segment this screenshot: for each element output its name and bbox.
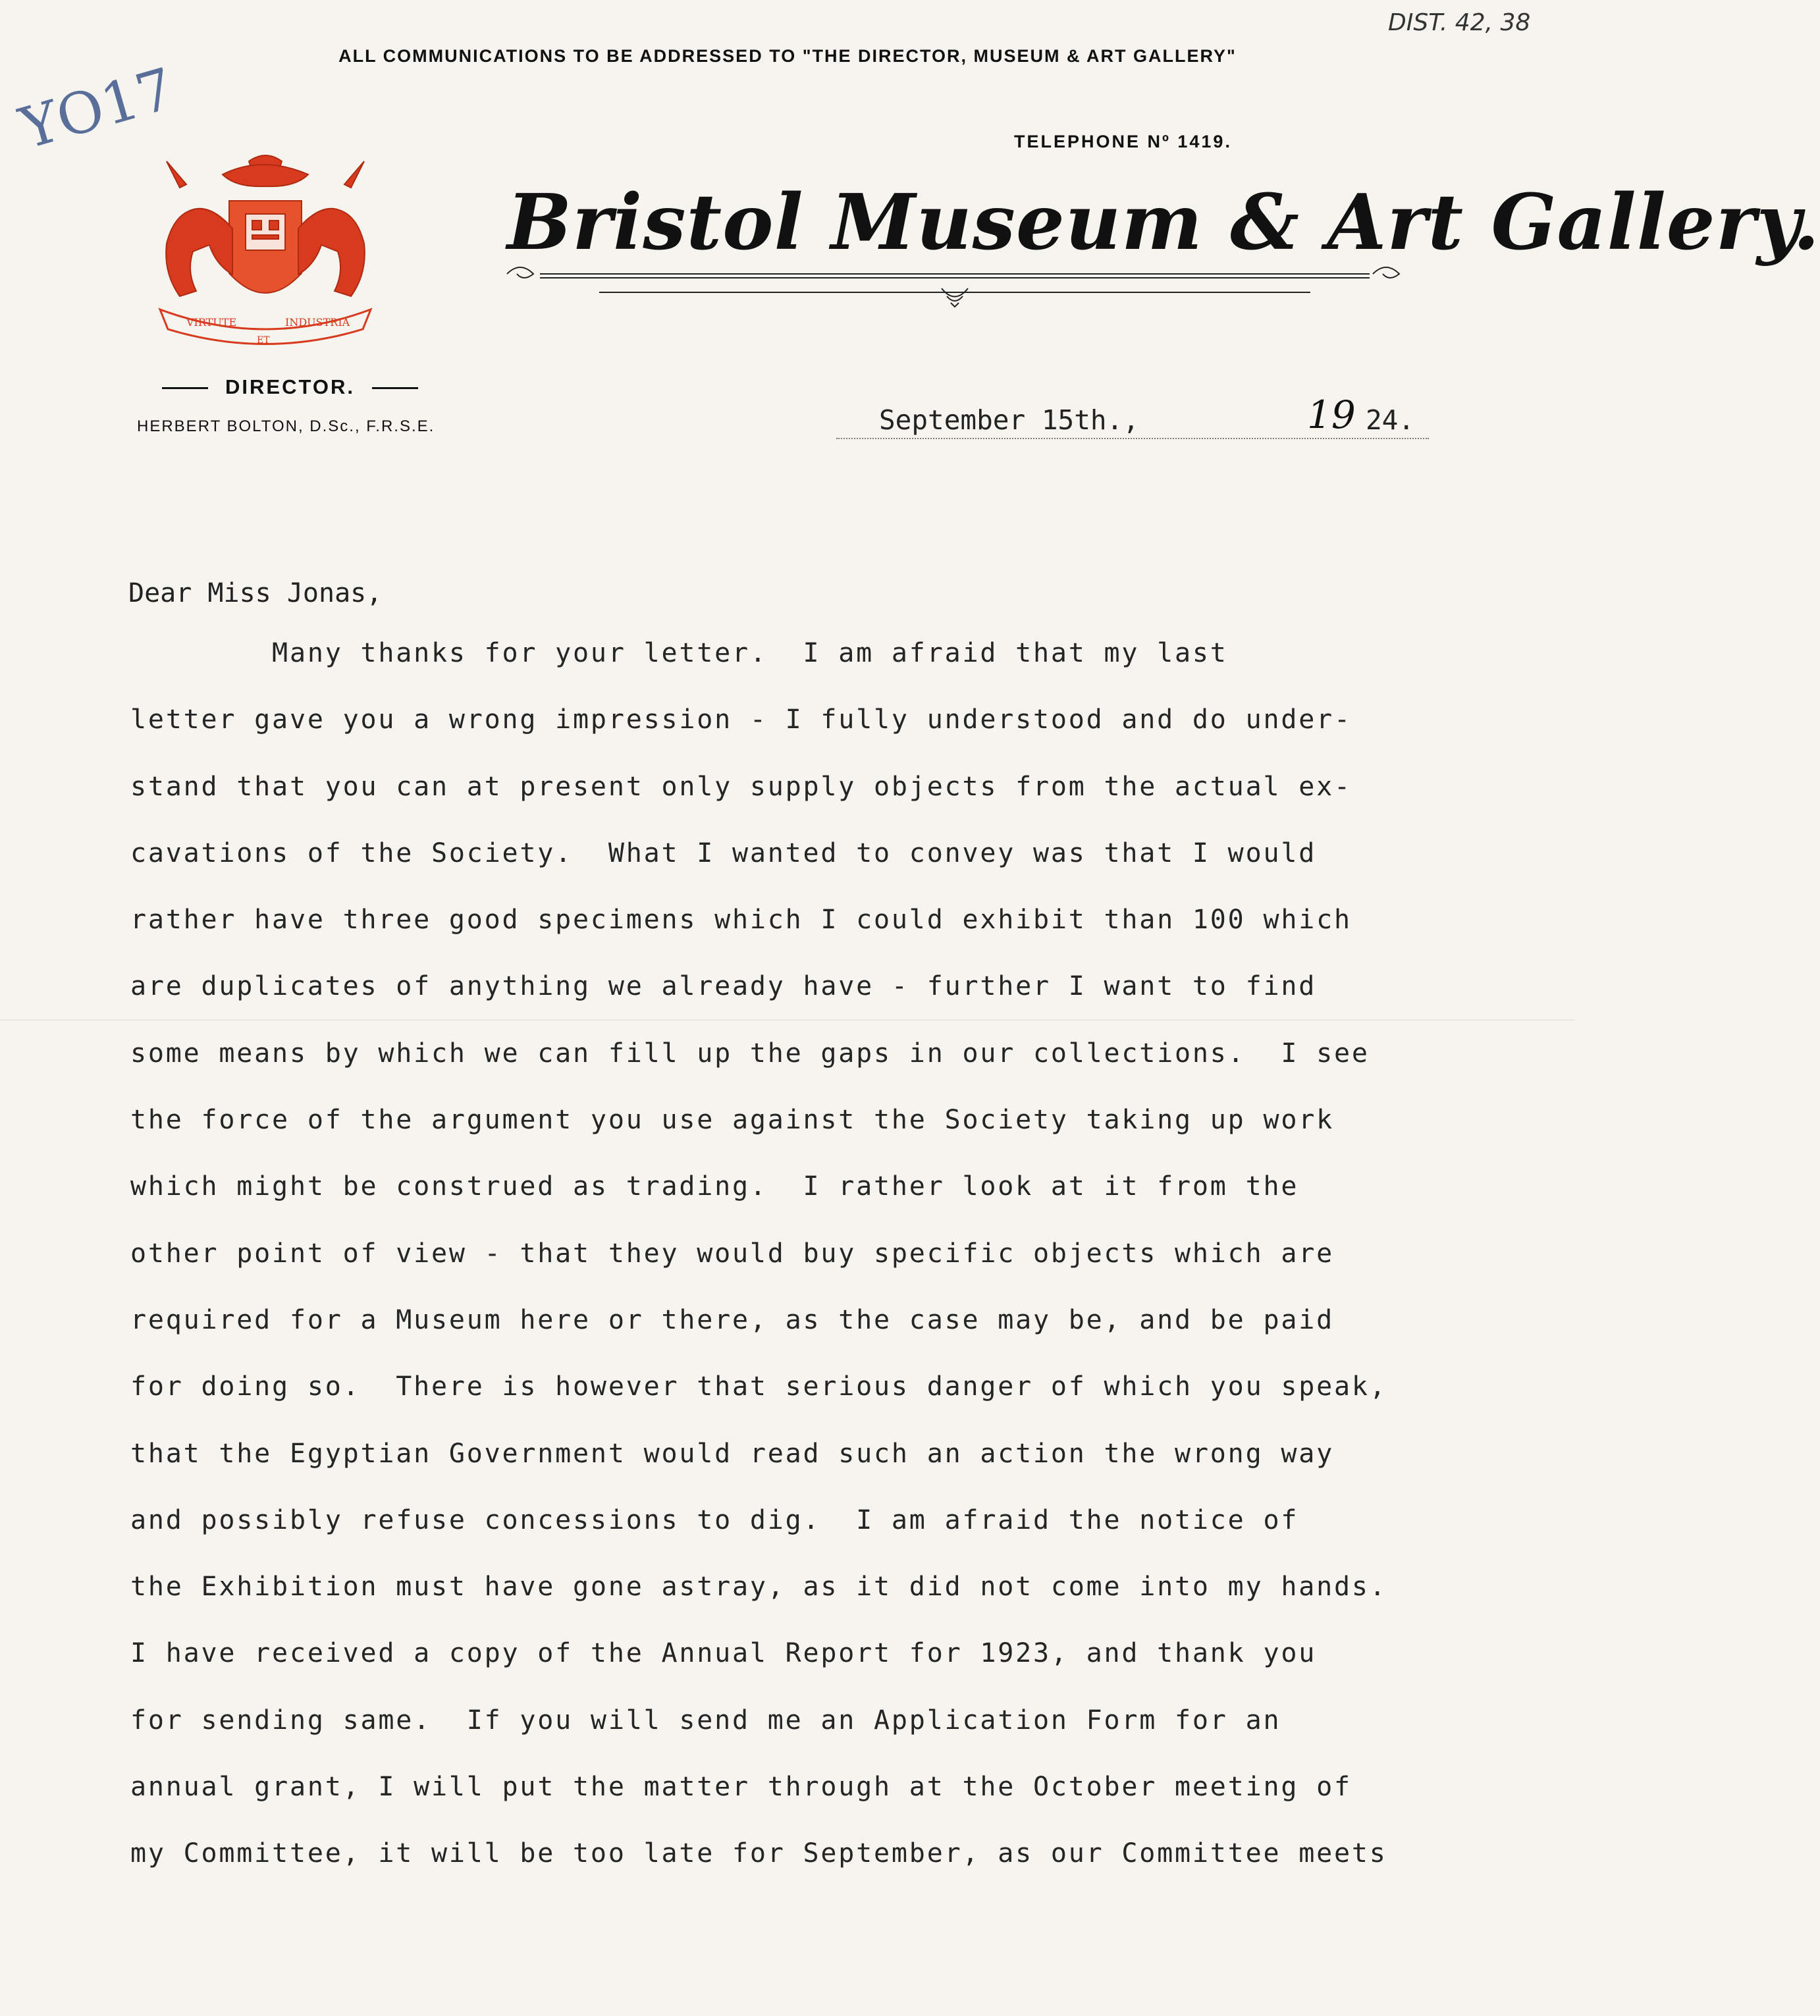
letter-line: stand that you can at present only supply objects from the actual ex-: [130, 771, 1352, 802]
letter-line: my Committee, it will be too late for September, as our Committee meets: [130, 1838, 1387, 1869]
crest-motto-center: ET: [257, 335, 270, 346]
crest-motto-right: INDUSTRIA: [285, 316, 350, 329]
letter-line: cavations of the Society. What I wanted to convey was that I would: [130, 837, 1317, 868]
letter-line: annual grant, I will put the matter through at the October meeting of: [130, 1772, 1352, 1803]
letter-line: for sending same. If you will send me an Application Form for an: [130, 1705, 1281, 1736]
telephone-number: TELEPHONE Nº 1419.: [1014, 132, 1232, 151]
letter-line: some means by which we can fill up the gaps in our collections. I see: [130, 1038, 1370, 1069]
director-title: DIRECTOR.: [145, 375, 435, 399]
crest-motto-left: VIRTUTE: [186, 316, 237, 329]
letter-date: September 15th.,: [879, 404, 1139, 436]
letter-line: that the Egyptian Government would read such an action the wrong way: [130, 1438, 1334, 1469]
year-typed: 24.: [1366, 404, 1415, 436]
letter-line: the force of the argument you use against the Society taking up work: [130, 1105, 1334, 1136]
letter-line: which might be construed as trading. I rather look at it from the: [130, 1171, 1299, 1202]
letter-line: rather have three good specimens which I could exhibit than 100 which: [130, 905, 1352, 936]
letter-line: other point of view - that they would buy specific objects which are: [130, 1238, 1334, 1269]
letter-line: Many thanks for your letter. I am afraid that my last: [130, 638, 1228, 668]
coat-of-arms-icon: [150, 148, 381, 356]
letter-line: and possibly refuse concessions to dig. I am afraid the notice of: [130, 1504, 1299, 1535]
address-note: ALL COMMUNICATIONS TO BE ADDRESSED TO "THE DIRECTOR, MUSEUM & ART GALLERY": [338, 46, 1237, 66]
year-printed: 19: [1307, 392, 1356, 437]
letter-line: the Exhibition must have gone astray, as it did not come into my hands.: [130, 1572, 1387, 1603]
director-name: HERBERT BOLTON, D.Sc., F.R.S.E.: [137, 417, 435, 435]
institution-name: Bristol Museum & Art Gallery.: [507, 178, 1820, 267]
reference-mark: DIST. 42, 38: [1388, 9, 1531, 36]
letter-line: for doing so. There is however that serious danger of which you speak,: [130, 1371, 1387, 1402]
handwritten-number: YO17: [13, 55, 182, 163]
salutation: Dear Miss Jonas,: [128, 578, 383, 608]
letter-body: [130, 633, 1387, 1901]
decorative-flourish-icon: [500, 255, 1409, 315]
letter-line: required for a Museum here or there, as the case may be, and be paid: [130, 1304, 1334, 1335]
letter-line: I have received a copy of the Annual Report for 1923, and thank you: [130, 1638, 1317, 1669]
letter-line: are duplicates of anything we already have - further I want to find: [130, 971, 1317, 1002]
date-dotted-line: [836, 438, 1429, 439]
letter-line: letter gave you a wrong impression - I fully understood and do under-: [130, 704, 1352, 735]
